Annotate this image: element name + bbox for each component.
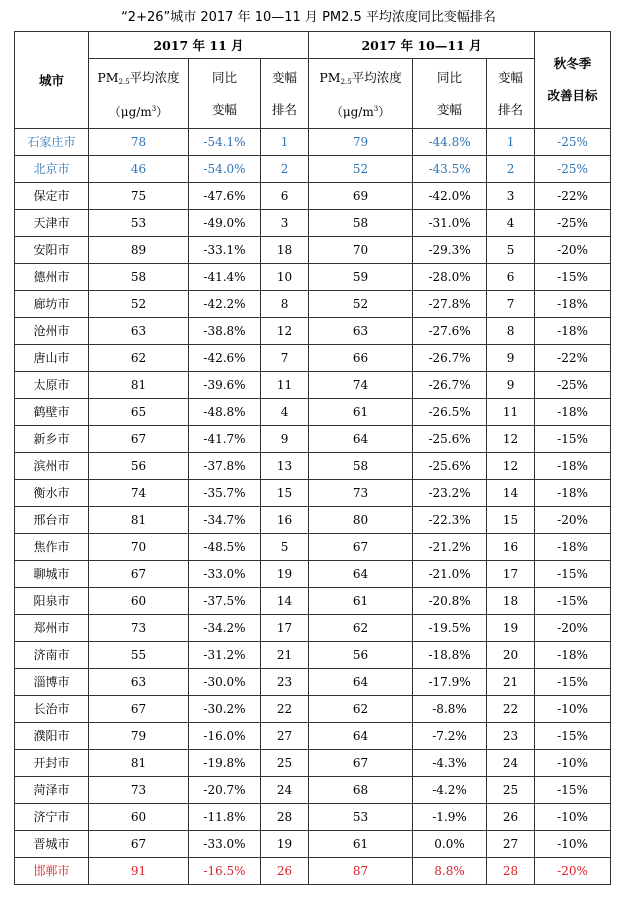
pm-prefix: PM — [97, 70, 119, 85]
header-rank-line2: 排名 — [498, 101, 524, 117]
table-row — [15, 507, 611, 534]
cell-nov-pm: 73 — [89, 615, 189, 642]
cell-octnov-pm: 53 — [309, 804, 413, 831]
cell-octnov-yoy: -27.6% — [413, 318, 487, 345]
cell-nov-yoy: -49.0% — [189, 210, 261, 237]
table-row — [15, 804, 611, 831]
cell-octnov-yoy: -8.8% — [413, 696, 487, 723]
cell-octnov-pm: 68 — [309, 777, 413, 804]
cell-octnov-rank: 26 — [487, 804, 535, 831]
unit-main: （μg/m — [108, 105, 152, 119]
cell-octnov-yoy: 8.8% — [413, 858, 487, 885]
unit-close: ） — [156, 105, 169, 119]
cell-octnov-yoy: -26.7% — [413, 345, 487, 372]
cell-octnov-pm: 58 — [309, 453, 413, 480]
cell-target: -25% — [535, 156, 611, 183]
cell-target: -22% — [535, 183, 611, 210]
cell-octnov-yoy: -22.3% — [413, 507, 487, 534]
cell-target: -15% — [535, 777, 611, 804]
cell-octnov-pm: 67 — [309, 750, 413, 777]
header-period-nov: 2017 年 11 月 — [89, 32, 309, 59]
cell-nov-pm: 70 — [89, 534, 189, 561]
cell-octnov-yoy: -1.9% — [413, 804, 487, 831]
cell-octnov-rank: 22 — [487, 696, 535, 723]
cell-octnov-rank: 21 — [487, 669, 535, 696]
cell-nov-rank: 18 — [261, 237, 309, 264]
cell-city: 安阳市 — [15, 237, 89, 264]
cell-nov-pm: 67 — [89, 831, 189, 858]
cell-nov-yoy: -54.1% — [189, 129, 261, 156]
table-row — [15, 183, 611, 210]
cell-nov-rank: 5 — [261, 534, 309, 561]
cell-octnov-pm: 87 — [309, 858, 413, 885]
unit-superscript: 3 — [151, 105, 157, 113]
cell-octnov-rank: 3 — [487, 183, 535, 210]
cell-octnov-rank: 12 — [487, 426, 535, 453]
cell-octnov-pm: 61 — [309, 588, 413, 615]
cell-nov-yoy: -39.6% — [189, 372, 261, 399]
header-octnov-yoy — [413, 59, 487, 129]
cell-octnov-yoy: -26.5% — [413, 399, 487, 426]
cell-nov-rank: 3 — [261, 210, 309, 237]
cell-city: 晋城市 — [15, 831, 89, 858]
cell-city: 长治市 — [15, 696, 89, 723]
cell-octnov-yoy: -28.0% — [413, 264, 487, 291]
cell-nov-rank: 13 — [261, 453, 309, 480]
cell-nov-yoy: -41.7% — [189, 426, 261, 453]
cell-city: 鹤壁市 — [15, 399, 89, 426]
cell-nov-rank: 19 — [261, 561, 309, 588]
header-octnov-rank — [487, 59, 535, 129]
cell-nov-pm: 63 — [89, 669, 189, 696]
cell-octnov-pm: 52 — [309, 156, 413, 183]
cell-city: 天津市 — [15, 210, 89, 237]
cell-octnov-rank: 20 — [487, 642, 535, 669]
cell-octnov-rank: 17 — [487, 561, 535, 588]
cell-city: 北京市 — [15, 156, 89, 183]
table-body — [15, 129, 611, 885]
header-target-line2: 改善目标 — [547, 88, 598, 103]
cell-nov-yoy: -19.8% — [189, 750, 261, 777]
cell-nov-pm: 74 — [89, 480, 189, 507]
table-row — [15, 669, 611, 696]
cell-nov-rank: 17 — [261, 615, 309, 642]
cell-nov-yoy: -16.5% — [189, 858, 261, 885]
table-row — [15, 237, 611, 264]
cell-nov-rank: 19 — [261, 831, 309, 858]
cell-nov-pm: 67 — [89, 561, 189, 588]
cell-city: 阳泉市 — [15, 588, 89, 615]
cell-target: -20% — [535, 237, 611, 264]
header-rank-line1: 变幅 — [498, 69, 524, 85]
cell-octnov-rank: 8 — [487, 318, 535, 345]
unit-superscript: 3 — [373, 105, 379, 113]
cell-octnov-yoy: -20.8% — [413, 588, 487, 615]
cell-nov-yoy: -16.0% — [189, 723, 261, 750]
cell-octnov-rank: 14 — [487, 480, 535, 507]
pm-subscript: 2.5 — [118, 78, 130, 86]
cell-nov-yoy: -37.8% — [189, 453, 261, 480]
cell-nov-yoy: -54.0% — [189, 156, 261, 183]
cell-nov-yoy: -42.2% — [189, 291, 261, 318]
cell-nov-yoy: -30.0% — [189, 669, 261, 696]
cell-nov-pm: 62 — [89, 345, 189, 372]
cell-nov-pm: 91 — [89, 858, 189, 885]
table-row — [15, 264, 611, 291]
cell-octnov-rank: 28 — [487, 858, 535, 885]
cell-nov-pm: 60 — [89, 804, 189, 831]
cell-target: -18% — [535, 291, 611, 318]
cell-nov-pm: 73 — [89, 777, 189, 804]
cell-nov-yoy: -30.2% — [189, 696, 261, 723]
cell-octnov-rank: 12 — [487, 453, 535, 480]
cell-nov-pm: 81 — [89, 372, 189, 399]
cell-octnov-rank: 15 — [487, 507, 535, 534]
cell-nov-rank: 1 — [261, 129, 309, 156]
cell-nov-pm: 60 — [89, 588, 189, 615]
cell-target: -15% — [535, 723, 611, 750]
cell-target: -10% — [535, 696, 611, 723]
cell-octnov-pm: 67 — [309, 534, 413, 561]
cell-target: -15% — [535, 669, 611, 696]
cell-octnov-yoy: -29.3% — [413, 237, 487, 264]
cell-city: 石家庄市 — [15, 129, 89, 156]
cell-nov-rank: 24 — [261, 777, 309, 804]
cell-nov-rank: 23 — [261, 669, 309, 696]
cell-nov-rank: 12 — [261, 318, 309, 345]
cell-nov-yoy: -37.5% — [189, 588, 261, 615]
cell-octnov-pm: 59 — [309, 264, 413, 291]
pm25-ranking-table — [14, 31, 611, 885]
cell-target: -20% — [535, 858, 611, 885]
cell-octnov-pm: 64 — [309, 669, 413, 696]
cell-target: -18% — [535, 534, 611, 561]
cell-octnov-rank: 2 — [487, 156, 535, 183]
cell-city: 济南市 — [15, 642, 89, 669]
cell-octnov-pm: 80 — [309, 507, 413, 534]
cell-nov-yoy: -20.7% — [189, 777, 261, 804]
cell-octnov-pm: 62 — [309, 696, 413, 723]
cell-city: 唐山市 — [15, 345, 89, 372]
cell-octnov-yoy: -27.8% — [413, 291, 487, 318]
cell-octnov-yoy: -31.0% — [413, 210, 487, 237]
cell-octnov-pm: 58 — [309, 210, 413, 237]
table-row — [15, 129, 611, 156]
cell-nov-rank: 15 — [261, 480, 309, 507]
cell-nov-rank: 11 — [261, 372, 309, 399]
cell-nov-pm: 67 — [89, 696, 189, 723]
cell-nov-rank: 25 — [261, 750, 309, 777]
cell-octnov-rank: 24 — [487, 750, 535, 777]
cell-nov-rank: 16 — [261, 507, 309, 534]
table-row — [15, 696, 611, 723]
cell-nov-pm: 89 — [89, 237, 189, 264]
cell-city: 聊城市 — [15, 561, 89, 588]
cell-octnov-rank: 6 — [487, 264, 535, 291]
cell-octnov-pm: 66 — [309, 345, 413, 372]
header-target — [535, 32, 611, 129]
cell-city: 邢台市 — [15, 507, 89, 534]
cell-nov-yoy: -41.4% — [189, 264, 261, 291]
cell-octnov-pm: 64 — [309, 723, 413, 750]
table-row — [15, 291, 611, 318]
cell-octnov-yoy: -17.9% — [413, 669, 487, 696]
cell-target: -20% — [535, 507, 611, 534]
table-row — [15, 723, 611, 750]
unit-close: ） — [378, 105, 391, 119]
cell-city: 菏泽市 — [15, 777, 89, 804]
cell-octnov-yoy: -25.6% — [413, 426, 487, 453]
cell-city: 保定市 — [15, 183, 89, 210]
cell-nov-rank: 7 — [261, 345, 309, 372]
cell-nov-yoy: -34.2% — [189, 615, 261, 642]
header-yoy-line1: 同比 — [211, 69, 237, 85]
cell-nov-yoy: -33.0% — [189, 831, 261, 858]
cell-target: -25% — [535, 372, 611, 399]
table-row — [15, 210, 611, 237]
cell-nov-pm: 65 — [89, 399, 189, 426]
pm-suffix: 平均浓度 — [351, 70, 402, 85]
pm-subscript: 2.5 — [340, 78, 352, 86]
cell-nov-pm: 56 — [89, 453, 189, 480]
cell-octnov-pm: 74 — [309, 372, 413, 399]
table-row — [15, 399, 611, 426]
table-row — [15, 426, 611, 453]
table-row — [15, 642, 611, 669]
cell-octnov-yoy: -21.0% — [413, 561, 487, 588]
cell-octnov-pm: 56 — [309, 642, 413, 669]
cell-nov-yoy: -38.8% — [189, 318, 261, 345]
header-octnov-pm-concentration — [309, 59, 413, 129]
cell-octnov-yoy: -42.0% — [413, 183, 487, 210]
cell-nov-rank: 10 — [261, 264, 309, 291]
table-row — [15, 858, 611, 885]
unit-main: （μg/m — [330, 105, 374, 119]
cell-octnov-pm: 62 — [309, 615, 413, 642]
cell-nov-yoy: -48.5% — [189, 534, 261, 561]
cell-city: 太原市 — [15, 372, 89, 399]
cell-city: 新乡市 — [15, 426, 89, 453]
cell-octnov-pm: 61 — [309, 831, 413, 858]
cell-nov-yoy: -42.6% — [189, 345, 261, 372]
table-row — [15, 156, 611, 183]
cell-target: -10% — [535, 750, 611, 777]
table-row — [15, 453, 611, 480]
cell-octnov-yoy: -26.7% — [413, 372, 487, 399]
cell-octnov-yoy: -44.8% — [413, 129, 487, 156]
table-row — [15, 480, 611, 507]
cell-target: -18% — [535, 318, 611, 345]
cell-octnov-rank: 5 — [487, 237, 535, 264]
cell-nov-rank: 22 — [261, 696, 309, 723]
cell-octnov-rank: 9 — [487, 345, 535, 372]
cell-nov-yoy: -33.0% — [189, 561, 261, 588]
cell-target: -15% — [535, 561, 611, 588]
cell-city: 衡水市 — [15, 480, 89, 507]
cell-target: -10% — [535, 804, 611, 831]
cell-city: 焦作市 — [15, 534, 89, 561]
cell-octnov-yoy: -43.5% — [413, 156, 487, 183]
cell-target: -18% — [535, 453, 611, 480]
cell-nov-pm: 63 — [89, 318, 189, 345]
cell-nov-rank: 28 — [261, 804, 309, 831]
cell-nov-rank: 14 — [261, 588, 309, 615]
cell-nov-pm: 46 — [89, 156, 189, 183]
cell-nov-rank: 9 — [261, 426, 309, 453]
table-row — [15, 345, 611, 372]
cell-city: 德州市 — [15, 264, 89, 291]
cell-city: 济宁市 — [15, 804, 89, 831]
cell-city: 滨州市 — [15, 453, 89, 480]
cell-nov-pm: 52 — [89, 291, 189, 318]
cell-target: -15% — [535, 426, 611, 453]
cell-octnov-rank: 9 — [487, 372, 535, 399]
cell-nov-pm: 75 — [89, 183, 189, 210]
cell-octnov-yoy: -18.8% — [413, 642, 487, 669]
pm-prefix: PM — [319, 70, 341, 85]
cell-octnov-pm: 61 — [309, 399, 413, 426]
header-yoy-line1: 同比 — [437, 69, 463, 85]
cell-nov-rank: 26 — [261, 858, 309, 885]
cell-octnov-yoy: -7.2% — [413, 723, 487, 750]
pm-suffix: 平均浓度 — [129, 70, 180, 85]
cell-target: -15% — [535, 264, 611, 291]
cell-target: -25% — [535, 129, 611, 156]
cell-octnov-yoy: -19.5% — [413, 615, 487, 642]
table-row — [15, 615, 611, 642]
cell-nov-yoy: -31.2% — [189, 642, 261, 669]
header-rank-line1: 变幅 — [272, 69, 298, 85]
cell-octnov-rank: 4 — [487, 210, 535, 237]
cell-nov-rank: 2 — [261, 156, 309, 183]
cell-octnov-pm: 69 — [309, 183, 413, 210]
cell-nov-rank: 21 — [261, 642, 309, 669]
cell-city: 濮阳市 — [15, 723, 89, 750]
cell-nov-pm: 55 — [89, 642, 189, 669]
cell-nov-yoy: -11.8% — [189, 804, 261, 831]
table-row — [15, 372, 611, 399]
table-row — [15, 534, 611, 561]
cell-target: -10% — [535, 831, 611, 858]
cell-octnov-pm: 70 — [309, 237, 413, 264]
table-row — [15, 588, 611, 615]
cell-nov-pm: 58 — [89, 264, 189, 291]
cell-target: -20% — [535, 615, 611, 642]
cell-nov-rank: 8 — [261, 291, 309, 318]
cell-target: -18% — [535, 642, 611, 669]
cell-nov-pm: 81 — [89, 750, 189, 777]
table-row — [15, 831, 611, 858]
cell-city: 廊坊市 — [15, 291, 89, 318]
cell-octnov-rank: 19 — [487, 615, 535, 642]
cell-octnov-yoy: -4.2% — [413, 777, 487, 804]
header-nov-yoy — [189, 59, 261, 129]
header-period-oct-nov: 2017 年 10—11 月 — [309, 32, 535, 59]
table-row — [15, 777, 611, 804]
cell-nov-yoy: -34.7% — [189, 507, 261, 534]
table-row — [15, 561, 611, 588]
cell-nov-pm: 67 — [89, 426, 189, 453]
cell-city: 淄博市 — [15, 669, 89, 696]
cell-octnov-pm: 52 — [309, 291, 413, 318]
cell-octnov-rank: 7 — [487, 291, 535, 318]
cell-city: 沧州市 — [15, 318, 89, 345]
cell-target: -18% — [535, 480, 611, 507]
table-title: “2+26”城市 2017 年 10—11 月 PM2.5 平均浓度同比变幅排名 — [121, 10, 496, 25]
cell-nov-pm: 78 — [89, 129, 189, 156]
cell-nov-rank: 4 — [261, 399, 309, 426]
header-target-line1: 秋冬季 — [553, 56, 592, 71]
cell-nov-yoy: -48.8% — [189, 399, 261, 426]
cell-octnov-rank: 16 — [487, 534, 535, 561]
cell-octnov-pm: 64 — [309, 561, 413, 588]
header-nov-rank — [261, 59, 309, 129]
cell-octnov-yoy: -21.2% — [413, 534, 487, 561]
cell-city: 邯郸市 — [15, 858, 89, 885]
cell-octnov-rank: 1 — [487, 129, 535, 156]
header-city: 城市 — [15, 32, 89, 129]
cell-octnov-pm: 73 — [309, 480, 413, 507]
cell-octnov-rank: 23 — [487, 723, 535, 750]
table-row — [15, 750, 611, 777]
cell-nov-yoy: -33.1% — [189, 237, 261, 264]
cell-octnov-yoy: -4.3% — [413, 750, 487, 777]
cell-octnov-rank: 27 — [487, 831, 535, 858]
cell-target: -18% — [535, 399, 611, 426]
cell-octnov-pm: 64 — [309, 426, 413, 453]
cell-octnov-pm: 63 — [309, 318, 413, 345]
cell-nov-yoy: -35.7% — [189, 480, 261, 507]
header-rank-line2: 排名 — [272, 101, 298, 117]
header-nov-pm-concentration — [89, 59, 189, 129]
cell-city: 郑州市 — [15, 615, 89, 642]
header-yoy-line2: 变幅 — [437, 101, 463, 117]
cell-city: 开封市 — [15, 750, 89, 777]
cell-target: -25% — [535, 210, 611, 237]
cell-octnov-yoy: 0.0% — [413, 831, 487, 858]
table-row — [15, 318, 611, 345]
cell-nov-pm: 79 — [89, 723, 189, 750]
header-yoy-line2: 变幅 — [211, 101, 237, 117]
cell-octnov-rank: 11 — [487, 399, 535, 426]
cell-target: -22% — [535, 345, 611, 372]
cell-nov-rank: 27 — [261, 723, 309, 750]
cell-nov-rank: 6 — [261, 183, 309, 210]
cell-octnov-rank: 18 — [487, 588, 535, 615]
cell-octnov-pm: 79 — [309, 129, 413, 156]
cell-octnov-yoy: -23.2% — [413, 480, 487, 507]
cell-octnov-yoy: -25.6% — [413, 453, 487, 480]
cell-nov-yoy: -47.6% — [189, 183, 261, 210]
cell-octnov-rank: 25 — [487, 777, 535, 804]
cell-nov-pm: 81 — [89, 507, 189, 534]
cell-target: -15% — [535, 588, 611, 615]
cell-nov-pm: 53 — [89, 210, 189, 237]
